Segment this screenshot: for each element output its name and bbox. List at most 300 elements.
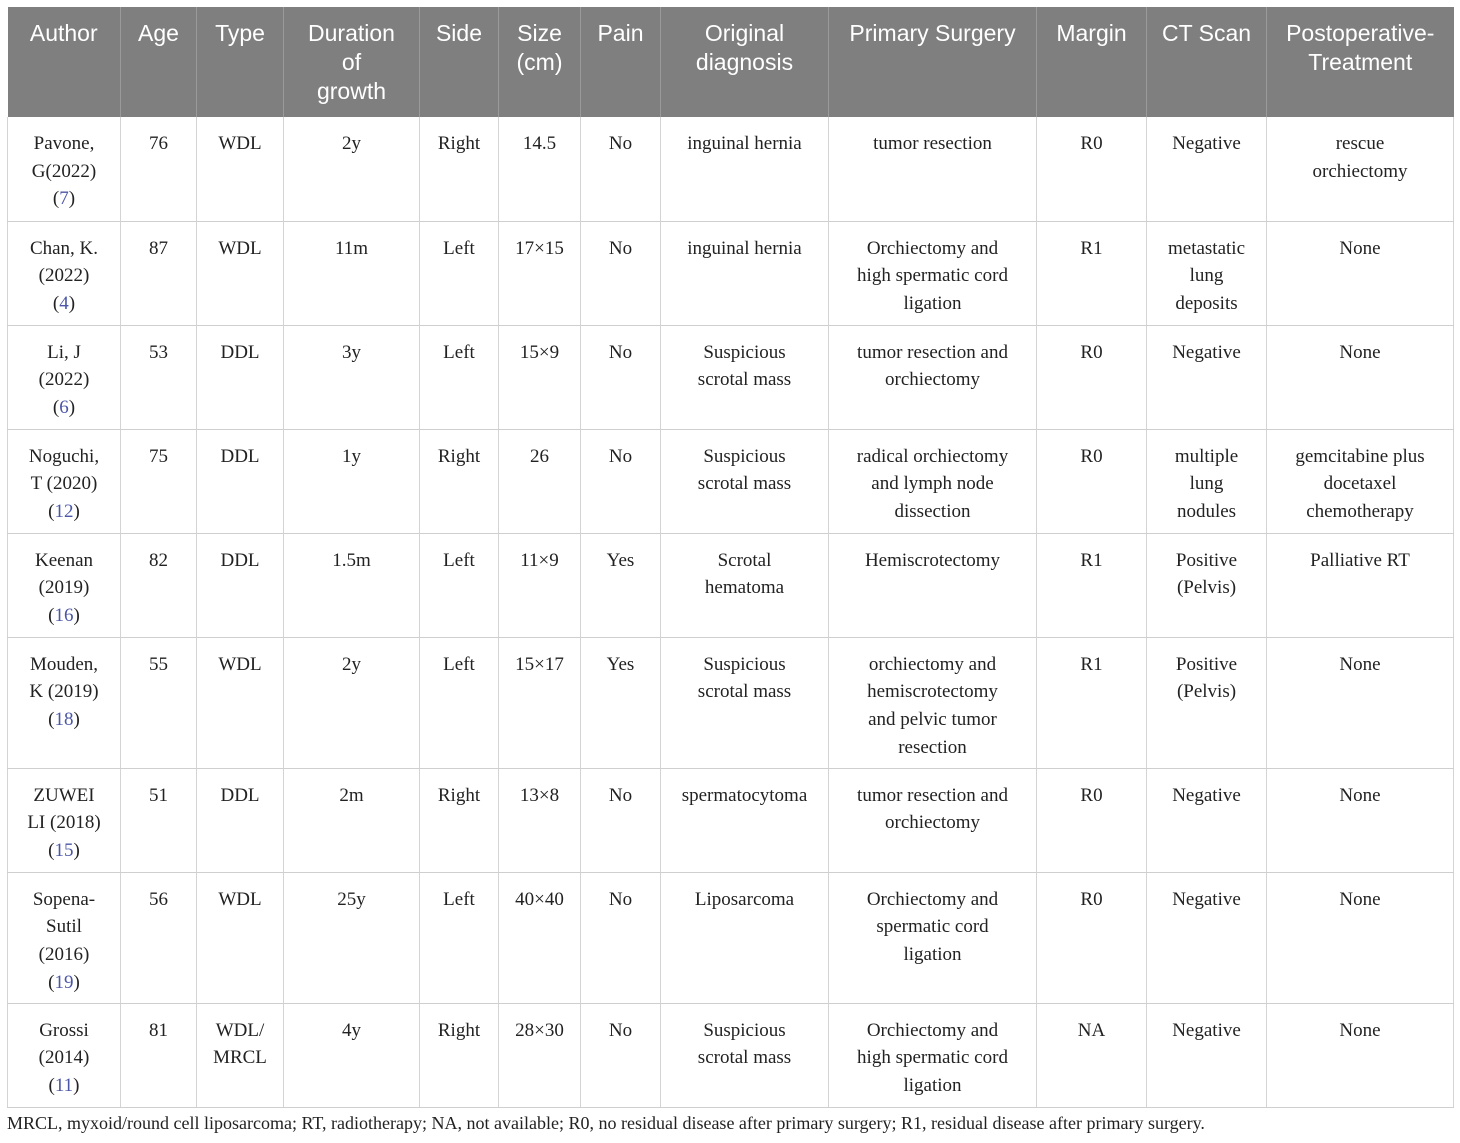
reference-link[interactable]: 7: [59, 188, 69, 210]
cell-duration: [284, 429, 420, 533]
cell-original-diagnosis: [661, 768, 829, 872]
cell-line: 28×30: [515, 1019, 564, 1041]
cell-line: WDL: [218, 888, 262, 910]
header-line: growth: [316, 78, 387, 104]
cell-line: Suspicious: [703, 1019, 786, 1041]
cell-line: R0: [1080, 341, 1103, 363]
header-line: Margin: [1056, 20, 1127, 46]
cell-line: R1: [1080, 237, 1103, 259]
cell-pain: [581, 637, 661, 768]
cell-author: [8, 768, 121, 872]
cell-line: tumor resection: [873, 133, 992, 154]
cell-pain: [581, 221, 661, 325]
cell-line: 4y: [342, 1019, 361, 1041]
cell-primary-surgery: [829, 637, 1037, 768]
cell-line: R0: [1080, 133, 1103, 154]
cell-postoperative-treatment: [1267, 533, 1454, 637]
cell-line: 15×17: [515, 653, 564, 675]
author-line: Mouden,: [29, 653, 99, 675]
header-line: Pain: [597, 20, 644, 46]
cell-primary-surgery: [829, 325, 1037, 429]
cell-author: [8, 1003, 121, 1107]
cell-line: hemiscrotectomy: [867, 681, 998, 703]
cell-pain: [581, 117, 661, 221]
cell-margin: [1037, 872, 1147, 1003]
cell-type: [197, 325, 284, 429]
cell-line: Orchiectomy and: [866, 237, 999, 259]
cell-duration: [284, 1003, 420, 1107]
cell-side: [420, 533, 499, 637]
cell-ct-scan: [1147, 768, 1267, 872]
cell-line: DDL: [220, 784, 260, 806]
table-row: [8, 117, 1454, 221]
author-line: Li, J: [47, 341, 81, 363]
cell-size: [499, 637, 581, 768]
cell-line: R0: [1080, 888, 1103, 910]
cell-line: scrotal mass: [697, 1047, 792, 1069]
cell-line: ligation: [903, 292, 962, 314]
author-line: K (2019): [29, 681, 99, 703]
cell-line: Hemiscrotectomy: [864, 549, 1001, 571]
cell-postoperative-treatment: [1267, 768, 1454, 872]
cell-line: 2m: [339, 784, 364, 806]
cell-line: Suspicious: [703, 341, 786, 363]
cell-line: 15×9: [519, 341, 560, 363]
cell-postoperative-treatment: [1267, 429, 1454, 533]
reference-link[interactable]: 6: [59, 396, 69, 418]
cell-line: Yes: [606, 549, 635, 571]
cell-author: [8, 533, 121, 637]
cell-line: WDL: [218, 653, 262, 675]
header-author: [8, 7, 121, 117]
author-line: (2014): [38, 1047, 90, 1069]
reference-line: (11): [48, 1074, 80, 1096]
cell-side: [420, 325, 499, 429]
header-line: Author: [29, 20, 98, 46]
cell-duration: [284, 325, 420, 429]
cell-line: tumor resection and: [857, 784, 1008, 806]
header-postoperative-treatment: [1267, 7, 1454, 117]
cell-size: [499, 221, 581, 325]
cell-ct-scan: [1147, 1003, 1267, 1107]
cell-type: [197, 1003, 284, 1107]
reference-line: (7): [52, 188, 76, 210]
header-line: CT Scan: [1161, 20, 1252, 46]
cell-line: radical orchiectomy: [856, 445, 1009, 467]
cell-size: [499, 872, 581, 1003]
cell-line: Positive: [1175, 653, 1238, 675]
cell-type: [197, 221, 284, 325]
cell-type: [197, 533, 284, 637]
cell-line: 40×40: [515, 888, 564, 910]
cell-line: chemotherapy: [1306, 500, 1414, 522]
reference-line: (4): [52, 292, 76, 314]
cell-line: 2y: [342, 653, 361, 675]
cell-postoperative-treatment: [1267, 1003, 1454, 1107]
cell-line: DDL: [220, 445, 260, 467]
reference-line: (6): [52, 396, 76, 418]
cell-line: scrotal mass: [697, 473, 792, 495]
cell-line: 82: [149, 549, 168, 571]
cell-line: nodules: [1176, 500, 1237, 522]
header-ct-scan: [1147, 7, 1267, 117]
author-line: G(2022): [31, 160, 97, 182]
cell-pain: [581, 533, 661, 637]
cell-line: WDL/: [215, 1019, 265, 1041]
cell-line: 55: [149, 653, 168, 675]
cell-line: (Pelvis): [1176, 577, 1237, 599]
cell-line: orchiectomy: [1312, 160, 1408, 182]
cell-margin: [1037, 221, 1147, 325]
author-line: (2016): [38, 943, 90, 965]
cell-age: [121, 325, 197, 429]
table-row: [8, 768, 1454, 872]
cell-line: None: [1339, 653, 1381, 675]
table-body: [8, 117, 1454, 1107]
cell-pain: [581, 768, 661, 872]
header-age: [121, 7, 197, 117]
cell-line: docetaxel: [1323, 473, 1397, 495]
cell-line: 2y: [342, 133, 361, 154]
header-primary-surgery: [829, 7, 1037, 117]
cell-type: [197, 429, 284, 533]
reference-line: (18): [48, 708, 80, 730]
table-footnote: MRCL, myxoid/round cell liposarcoma; RT, radiotherapy; NA, not available; R0, no residual disease after primary surgery; R1, residual disease after primary surgery.: [7, 1113, 1205, 1133]
cell-age: [121, 1003, 197, 1107]
cell-original-diagnosis: [661, 117, 829, 221]
cell-margin: [1037, 429, 1147, 533]
table-row: [8, 429, 1454, 533]
cell-line: DDL: [220, 341, 260, 363]
cell-line: Right: [437, 133, 481, 154]
author-line: Keenan: [34, 549, 94, 571]
cell-line: 11×9: [520, 549, 559, 571]
cell-line: metastatic: [1167, 237, 1246, 259]
cell-postoperative-treatment: [1267, 872, 1454, 1003]
cell-line: No: [608, 341, 633, 363]
reference-link[interactable]: 15: [54, 839, 74, 861]
cell-line: R0: [1080, 784, 1103, 806]
cell-ct-scan: [1147, 429, 1267, 533]
cell-line: Scrotal: [717, 549, 772, 571]
header-size: [499, 7, 581, 117]
author-line: Sopena-: [32, 888, 96, 910]
cell-side: [420, 429, 499, 533]
cell-line: rescue: [1335, 133, 1385, 154]
cell-line: lung: [1189, 265, 1224, 287]
cell-primary-surgery: [829, 768, 1037, 872]
author-line: Sutil: [46, 916, 82, 938]
header-type: [197, 7, 284, 117]
cell-line: None: [1339, 1019, 1381, 1041]
cell-line: inguinal hernia: [687, 237, 802, 259]
cell-type: [197, 117, 284, 221]
reference-link[interactable]: 18: [54, 708, 74, 730]
cell-original-diagnosis: [661, 325, 829, 429]
cell-line: MRCL: [213, 1047, 267, 1069]
cell-line: hematoma: [704, 577, 785, 599]
cell-line: 76: [149, 133, 168, 154]
header-line: Postoperative-: [1286, 20, 1435, 46]
cell-line: R1: [1080, 653, 1103, 675]
cell-line: scrotal mass: [697, 369, 792, 391]
cell-side: [420, 872, 499, 1003]
cell-pain: [581, 429, 661, 533]
cell-line: and pelvic tumor: [868, 708, 997, 730]
cell-line: ligation: [903, 1074, 962, 1096]
cell-line: NA: [1077, 1019, 1106, 1041]
cell-line: Orchiectomy and: [866, 1019, 999, 1041]
cell-line: 1.5m: [332, 549, 371, 571]
cell-primary-surgery: [829, 117, 1037, 221]
author-line: LI (2018): [27, 812, 101, 834]
cell-age: [121, 221, 197, 325]
cell-original-diagnosis: [661, 221, 829, 325]
reference-link[interactable]: 12: [54, 500, 74, 522]
cell-line: Left: [443, 549, 475, 571]
cell-age: [121, 533, 197, 637]
cell-primary-surgery: [829, 1003, 1037, 1107]
cell-line: scrotal mass: [697, 681, 792, 703]
header-line: Original: [704, 20, 785, 46]
table-row: [8, 637, 1454, 768]
cell-line: Yes: [606, 653, 635, 675]
cell-line: 75: [149, 445, 168, 467]
cell-line: resection: [898, 736, 967, 758]
cell-duration: [284, 768, 420, 872]
header-line: of: [341, 49, 362, 75]
cell-line: orchiectomy and: [868, 653, 997, 675]
cell-line: 1y: [342, 445, 361, 467]
cell-line: None: [1339, 888, 1381, 910]
cell-margin: [1037, 325, 1147, 429]
cell-postoperative-treatment: [1267, 117, 1454, 221]
cell-line: R0: [1080, 445, 1103, 467]
cell-postoperative-treatment: [1267, 637, 1454, 768]
cell-line: None: [1339, 237, 1381, 259]
cell-original-diagnosis: [661, 637, 829, 768]
cell-line: Suspicious: [703, 653, 786, 675]
header-line: Treatment: [1308, 49, 1413, 75]
header-line: Size: [517, 20, 562, 46]
cell-line: No: [608, 1019, 633, 1041]
cell-line: R1: [1080, 549, 1103, 571]
reference-link[interactable]: 19: [54, 971, 74, 993]
author-line: (2022): [38, 369, 90, 391]
cell-line: Palliative RT: [1310, 549, 1410, 571]
cell-ct-scan: [1147, 872, 1267, 1003]
header-line: Primary Surgery: [849, 20, 1016, 46]
cell-line: 81: [149, 1019, 168, 1041]
table-container: [7, 7, 1453, 1108]
cell-age: [121, 429, 197, 533]
cell-line: deposits: [1175, 292, 1238, 314]
cell-size: [499, 117, 581, 221]
cell-line: orchiectomy: [885, 812, 980, 834]
cell-author: [8, 221, 121, 325]
cell-line: None: [1339, 784, 1381, 806]
cell-line: No: [608, 237, 633, 259]
reference-link[interactable]: 16: [54, 604, 74, 626]
header-row: [8, 7, 1454, 117]
cell-line: spermatocytoma: [681, 784, 808, 806]
cell-margin: [1037, 637, 1147, 768]
cell-side: [420, 637, 499, 768]
cell-line: WDL: [218, 133, 262, 154]
cell-line: No: [608, 133, 633, 154]
cell-primary-surgery: [829, 533, 1037, 637]
author-line: Noguchi,: [28, 445, 100, 467]
cell-ct-scan: [1147, 117, 1267, 221]
cell-line: None: [1339, 341, 1381, 363]
cell-line: tumor resection and: [857, 341, 1008, 363]
cell-postoperative-treatment: [1267, 221, 1454, 325]
cell-size: [499, 768, 581, 872]
cell-primary-surgery: [829, 221, 1037, 325]
cell-author: [8, 872, 121, 1003]
cell-line: multiple: [1174, 445, 1239, 467]
cell-author: [8, 325, 121, 429]
cell-pain: [581, 872, 661, 1003]
cell-side: [420, 221, 499, 325]
reference-link[interactable]: 4: [59, 292, 69, 314]
cell-type: [197, 637, 284, 768]
author-line: Chan, K.: [29, 237, 99, 259]
cell-size: [499, 429, 581, 533]
cell-line: Negative: [1172, 784, 1241, 806]
table-row: [8, 325, 1454, 429]
header-duration: [284, 7, 420, 117]
cell-age: [121, 117, 197, 221]
cell-type: [197, 768, 284, 872]
cell-line: lung: [1189, 473, 1224, 495]
literature-review-table: [7, 7, 1454, 1108]
cell-age: [121, 872, 197, 1003]
cell-margin: [1037, 1003, 1147, 1107]
cell-type: [197, 872, 284, 1003]
header-line: Age: [138, 20, 179, 46]
cell-original-diagnosis: [661, 429, 829, 533]
cell-line: 25y: [337, 888, 366, 910]
cell-line: Negative: [1172, 888, 1241, 910]
cell-line: No: [608, 445, 633, 467]
cell-ct-scan: [1147, 637, 1267, 768]
cell-side: [420, 768, 499, 872]
cell-line: Positive: [1175, 549, 1238, 571]
cell-line: high spermatic cord: [857, 1047, 1008, 1069]
cell-line: 17×15: [515, 237, 564, 259]
cell-age: [121, 768, 197, 872]
author-line: (2022): [38, 265, 90, 287]
cell-duration: [284, 533, 420, 637]
table-row: [8, 533, 1454, 637]
cell-line: 56: [149, 888, 168, 910]
cell-line: No: [608, 888, 633, 910]
cell-line: Right: [437, 445, 481, 467]
cell-primary-surgery: [829, 429, 1037, 533]
author-line: (2019): [38, 577, 90, 599]
header-line: Side: [435, 20, 483, 46]
cell-line: 3y: [342, 341, 361, 363]
header-line: diagnosis: [695, 49, 794, 75]
cell-line: spermatic cord: [876, 916, 989, 938]
cell-line: dissection: [894, 500, 971, 522]
cell-line: Right: [437, 784, 481, 806]
cell-pain: [581, 325, 661, 429]
cell-line: 13×8: [519, 784, 560, 806]
cell-line: and lymph node: [871, 473, 994, 495]
cell-original-diagnosis: [661, 872, 829, 1003]
author-line: Grossi: [39, 1019, 89, 1041]
header-original-diagnosis: [661, 7, 829, 117]
reference-line: (15): [48, 839, 80, 861]
cell-pain: [581, 1003, 661, 1107]
cell-author: [8, 117, 121, 221]
cell-margin: [1037, 768, 1147, 872]
cell-author: [8, 429, 121, 533]
header-pain: [581, 7, 661, 117]
cell-line: 53: [149, 341, 168, 363]
table-row: [8, 221, 1454, 325]
cell-duration: [284, 221, 420, 325]
reference-line: (19): [48, 971, 80, 993]
cell-ct-scan: [1147, 221, 1267, 325]
cell-margin: [1037, 117, 1147, 221]
header-side: [420, 7, 499, 117]
cell-line: No: [608, 784, 633, 806]
cell-line: gemcitabine plus: [1295, 445, 1425, 467]
cell-age: [121, 637, 197, 768]
cell-duration: [284, 117, 420, 221]
cell-line: 51: [149, 784, 168, 806]
cell-duration: [284, 637, 420, 768]
author-line: ZUWEI: [33, 784, 95, 806]
cell-line: Left: [443, 341, 475, 363]
cell-line: 14.5: [522, 133, 557, 154]
cell-line: inguinal hernia: [687, 133, 802, 154]
header-line: Type: [215, 20, 265, 46]
cell-line: DDL: [220, 549, 260, 571]
cell-line: WDL: [218, 237, 262, 259]
cell-margin: [1037, 533, 1147, 637]
cell-line: Liposarcoma: [694, 888, 795, 910]
cell-line: orchiectomy: [885, 369, 980, 391]
cell-ct-scan: [1147, 533, 1267, 637]
header-margin: [1037, 7, 1147, 117]
cell-duration: [284, 872, 420, 1003]
cell-original-diagnosis: [661, 533, 829, 637]
cell-line: 26: [530, 445, 549, 467]
header-line: Duration: [308, 20, 395, 46]
reference-line: (16): [48, 604, 80, 626]
cell-line: ligation: [903, 943, 962, 965]
cell-line: Negative: [1172, 1019, 1241, 1041]
cell-size: [499, 533, 581, 637]
table-row: [8, 872, 1454, 1003]
cell-line: Right: [437, 1019, 481, 1041]
cell-ct-scan: [1147, 325, 1267, 429]
cell-line: 87: [149, 237, 168, 259]
cell-size: [499, 325, 581, 429]
cell-line: Negative: [1172, 133, 1241, 154]
reference-link[interactable]: 11: [54, 1074, 74, 1096]
cell-line: Left: [443, 653, 475, 675]
cell-line: Negative: [1172, 341, 1241, 363]
cell-side: [420, 117, 499, 221]
cell-line: 11m: [334, 237, 369, 259]
cell-primary-surgery: [829, 872, 1037, 1003]
cell-line: Left: [443, 237, 475, 259]
